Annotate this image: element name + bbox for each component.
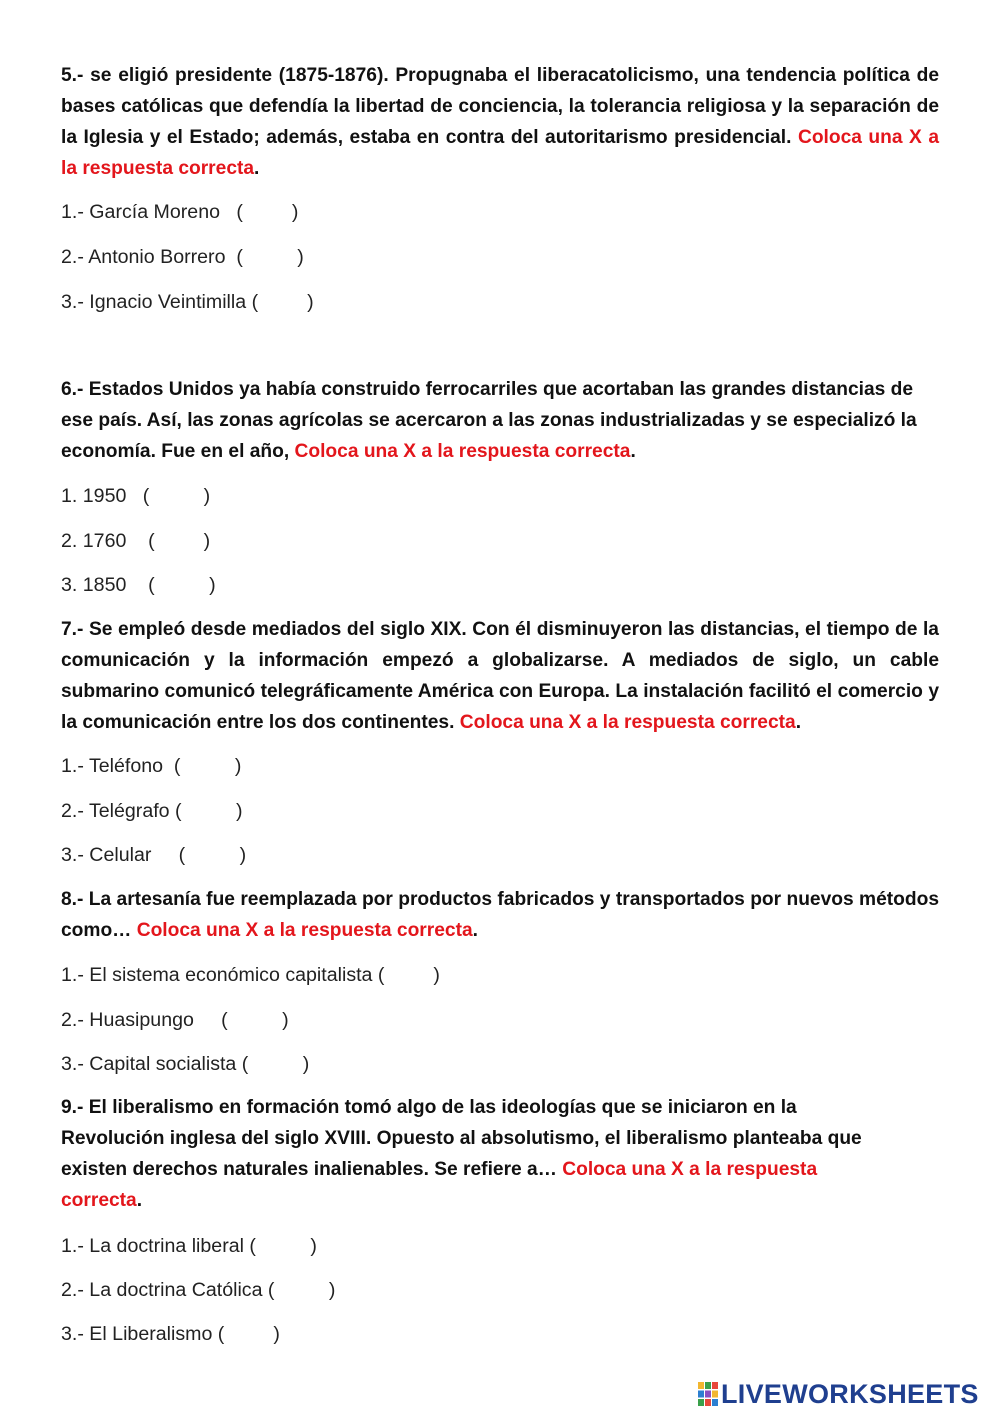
option-q9-1[interactable]: 1.- La doctrina liberal ( ) (61, 1235, 317, 1257)
question-number: 9.- (61, 1097, 84, 1118)
question-number: 8.- (61, 889, 84, 910)
question-7 (61, 614, 939, 738)
question-6 (61, 374, 939, 467)
option-q7-1[interactable]: 1.- Teléfono ( ) (61, 755, 242, 777)
question-text: Estados Unidos ya había construido ferrocarriles que acortaban las grandes distancias de ese país. Así, las zonas agrícolas se acercaron a las zonas industrializadas y se especializó la economía. Fue en el año, (61, 379, 917, 462)
option-q5-2[interactable]: 2.- Antonio Borrero ( ) (61, 246, 304, 268)
option-q9-2[interactable]: 2.- La doctrina Católica ( ) (61, 1279, 336, 1301)
liveworksheets-logo-text: LIVEWORKSHEETS (721, 1378, 979, 1409)
option-q8-1[interactable]: 1.- El sistema económico capitalista ( ) (61, 964, 440, 986)
question-text: se eligió presidente (1875-1876). Propugnaba el liberacatolicismo, una tendencia política de bases católicas que defendía la libertad de conciencia, la tolerancia religiosa y la separación de la Iglesia y el Estado; además, estaba en contra del autoritarismo presidencial. (61, 65, 939, 148)
question-8 (61, 884, 939, 946)
question-end: . (630, 441, 636, 462)
option-q6-1[interactable]: 1. 1950 ( ) (61, 485, 211, 507)
question-number: 6.- (61, 379, 84, 400)
question-end: . (136, 1190, 143, 1211)
question-5 (61, 60, 939, 184)
question-text: El liberalismo en formación tomó algo de las ideologías que se iniciaron en la Revolución inglesa del siglo XVIII. Opuesto al absolutismo, el liberalismo planteaba que existen derechos naturales inalienables. Se refiere a… (61, 1097, 862, 1180)
question-instruction: Coloca una X a la respuesta correcta (61, 1159, 818, 1211)
question-instruction: Coloca una X a la respuesta correcta (459, 712, 796, 733)
question-text: La artesanía fue reemplazada por productos fabricados y transportados por nuevos métodos como… (61, 889, 939, 941)
option-q6-2[interactable]: 2. 1760 ( ) (61, 530, 211, 552)
question-number: 5.- (61, 65, 84, 86)
option-q8-3[interactable]: 3.- Capital socialista ( ) (61, 1053, 310, 1075)
question-end: . (254, 158, 260, 179)
option-q9-3[interactable]: 3.- El Liberalismo ( ) (61, 1323, 280, 1345)
question-instruction: Coloca una X a la respuesta correcta (136, 920, 473, 941)
question-end: . (472, 920, 478, 941)
option-q8-2[interactable]: 2.- Huasipungo ( ) (61, 1009, 289, 1031)
question-instruction: Coloca una X a la respuesta correcta (294, 441, 631, 462)
option-q6-3[interactable]: 3. 1850 ( ) (61, 574, 216, 596)
question-end: . (795, 712, 802, 733)
option-q5-3[interactable]: 3.- Ignacio Veintimilla ( ) (61, 291, 314, 313)
option-q7-2[interactable]: 2.- Telégrafo ( ) (61, 800, 243, 822)
question-number: 7.- (61, 619, 84, 640)
liveworksheets-logo-icon (697, 1381, 719, 1407)
question-9 (61, 1092, 873, 1216)
option-q5-1[interactable]: 1.- García Moreno ( ) (61, 201, 299, 223)
option-q7-3[interactable]: 3.- Celular ( ) (61, 844, 247, 866)
question-text: Se empleó desde mediados del siglo XIX. Con él disminuyeron las distancias, el tiempo de la comunicación y la información empezó a globalizarse. A mediados de siglo, un cable submarino comunicó telegráficamente América con Europa. La instalación facilitó el comercio y la comunicación entre los dos continentes. (61, 619, 939, 733)
liveworksheets-logo (697, 1379, 979, 1409)
question-instruction: Coloca una X a la respuesta correcta (61, 127, 940, 179)
